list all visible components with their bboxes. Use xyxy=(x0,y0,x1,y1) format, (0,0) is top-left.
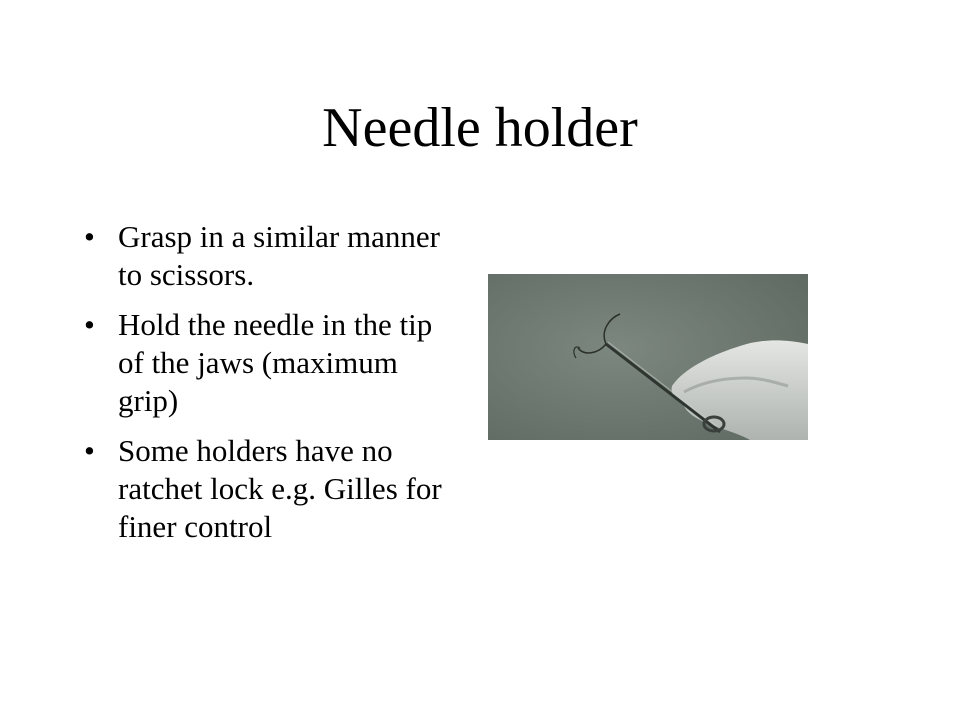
photo-drawing xyxy=(488,274,808,440)
bullet-list xyxy=(84,218,464,558)
bullet-mark: • xyxy=(84,219,95,254)
bullet-text: Grasp in a similar manner to scissors. xyxy=(118,219,440,292)
hand-holding-needle-holder-photo xyxy=(488,274,808,440)
bullet-mark: • xyxy=(84,433,95,468)
bullet-text: Some holders have no ratchet lock e.g. Gilles for finer control xyxy=(118,433,442,544)
bullet-text: Hold the needle in the tip of the jaws (maximum grip) xyxy=(118,307,433,418)
bullet-mark: • xyxy=(84,307,95,342)
slide-title: Needle holder xyxy=(322,97,638,159)
bullet-item xyxy=(84,218,464,294)
bullet-item xyxy=(84,432,464,546)
bullet-item xyxy=(84,306,464,420)
